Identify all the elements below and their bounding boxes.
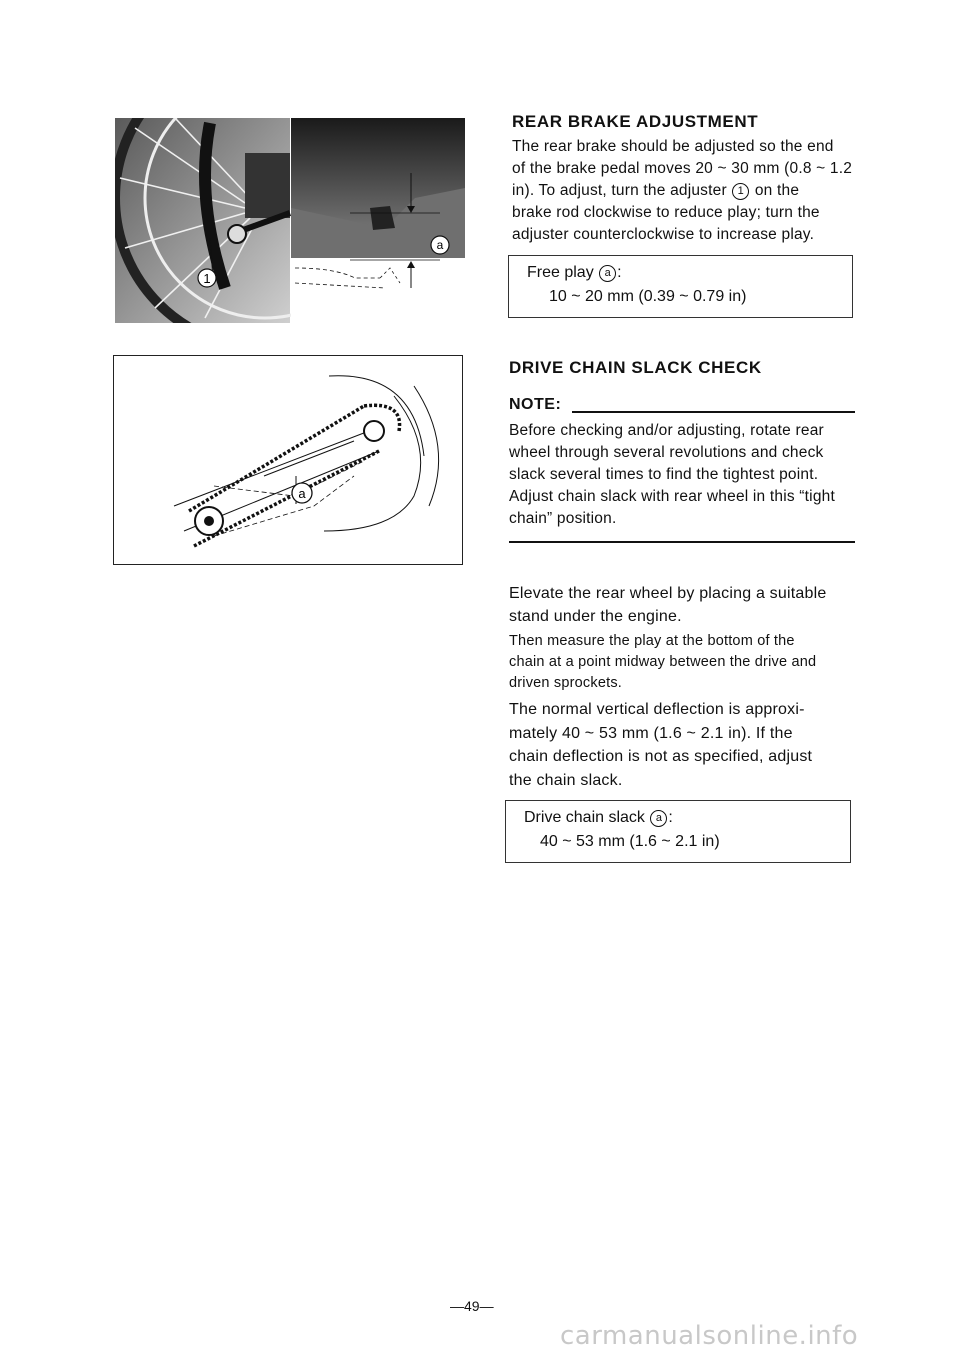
measure-paragraph [509, 631, 864, 694]
rear-brake-line: The rear brake should be adjusted so the end [512, 138, 834, 155]
diagram-label-a: a [298, 486, 306, 501]
deflection-line: The normal vertical deflection is approxi- [509, 701, 805, 718]
note-line: Before checking and/or adjusting, rotate rear [509, 422, 824, 439]
note-line: wheel through several revolutions and check [509, 444, 824, 461]
rear-brake-paragraph [512, 136, 862, 246]
elevate-line: stand under the engine. [509, 608, 682, 625]
rear-brake-line: adjuster counterclockwise to increase play. [512, 226, 815, 243]
chain-slack-spec-box [505, 800, 851, 863]
watermark: carmanualsonline.info [560, 1321, 859, 1351]
free-play-label: Free play [527, 264, 594, 281]
deflection-line: mately 40 ~ 53 mm (1.6 ~ 2.1 in). If the [509, 724, 793, 742]
chain-slack-value: 40 ~ 53 mm (1.6 ~ 2.1 in) [540, 833, 720, 850]
elevate-line: Elevate the rear wheel by placing a suitable [509, 585, 827, 602]
deflection-paragraph [509, 698, 864, 792]
page-number: —49— [450, 1298, 494, 1314]
note-top-rule [572, 411, 855, 413]
rear-brake-line: in). To adjust, turn the adjuster [512, 182, 727, 199]
free-play-marker: a [599, 265, 616, 282]
rear-brake-photo-image [115, 118, 465, 323]
note-text [509, 420, 859, 530]
rear-brake-line: brake rod clockwise to reduce play; turn the [512, 204, 820, 221]
elevate-paragraph [509, 582, 864, 628]
note-line: slack several times to find the tightest point. [509, 466, 819, 483]
deflection-line: chain deflection is not as specified, adjust [509, 748, 813, 765]
deflection-line: the chain slack. [509, 771, 623, 789]
note-bottom-rule [509, 541, 855, 543]
rear-brake-heading: REAR BRAKE ADJUSTMENT [512, 112, 759, 131]
free-play-value: 10 ~ 20 mm (0.39 ~ 0.79 in) [549, 288, 747, 305]
note-line: Adjust chain slack with rear wheel in this “tight [509, 488, 835, 505]
adjuster-marker: 1 [732, 183, 749, 200]
photo-label-a: a [436, 238, 444, 252]
measure-line: Then measure the play at the bottom of the [509, 633, 795, 649]
rear-brake-line-with-marker [512, 180, 862, 202]
chain-slack-label-row [524, 809, 673, 827]
drive-chain-heading: DRIVE CHAIN SLACK CHECK [509, 358, 762, 377]
rear-brake-line: of the brake pedal moves 20 ~ 30 mm (0.8 ~ 1.2 [512, 160, 853, 177]
free-play-spec-box [508, 255, 853, 318]
free-play-label-row [527, 264, 622, 282]
chain-slack-colon: : [668, 809, 673, 826]
drive-chain-diagram-image [114, 356, 461, 563]
note-line: chain” position. [509, 510, 617, 527]
drive-chain-diagram [113, 355, 463, 565]
measure-line: chain at a point midway between the drive and [509, 654, 817, 670]
photo-label-1: 1 [203, 271, 211, 286]
rear-brake-photo [115, 118, 465, 323]
note-label: NOTE: [509, 396, 562, 413]
chain-slack-marker: a [650, 810, 667, 827]
free-play-colon: : [617, 264, 622, 281]
rear-brake-line: on the [754, 182, 800, 199]
measure-line: driven sprockets. [509, 675, 622, 691]
chain-slack-label: Drive chain slack [524, 809, 645, 826]
